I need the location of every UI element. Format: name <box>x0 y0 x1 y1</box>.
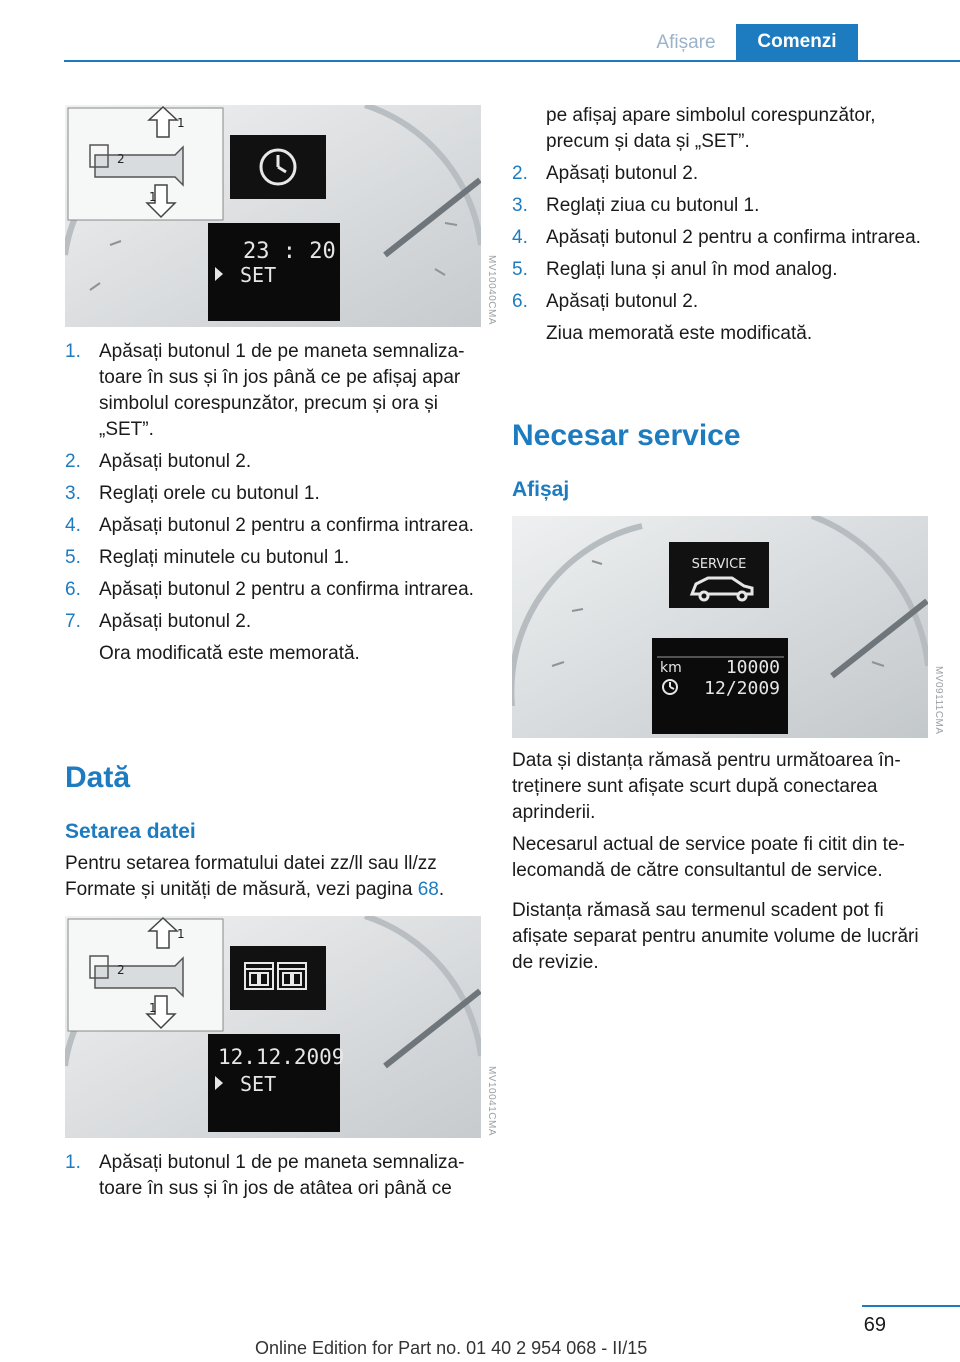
step-text: Apăsați butonul 2. <box>99 451 252 472</box>
svg-text:1: 1 <box>177 116 185 130</box>
page-number: 69 <box>863 1314 886 1336</box>
service-km: 10000 <box>725 657 780 678</box>
service-label: SERVICE <box>691 557 747 572</box>
figure-date-setting <box>65 916 481 1138</box>
intro-paragraph <box>65 851 481 903</box>
svg-text:1: 1 <box>177 927 185 941</box>
svg-text:2: 2 <box>117 963 125 977</box>
tab-afisare[interactable]: Afișare <box>656 32 716 53</box>
svg-text:1: 1 <box>149 190 157 204</box>
list-item <box>512 225 928 251</box>
step-number: 6. <box>65 579 81 600</box>
service-paragraphs <box>512 748 930 976</box>
step-number: 1. <box>65 1152 81 1173</box>
intro-text: Pentru setarea formatului datei zz/ll sau ll/zz Formate și unități de măsură, vezi pagina <box>65 853 437 900</box>
step-text: Apăsați butonul 1 de pe maneta semnalizatoare în sus și în jos până ce pe afișaj apar simbolul corespunzător, precum și ora și „SET”. <box>99 341 465 440</box>
step-number: 1. <box>65 341 81 362</box>
paragraph: Distanța rămasă sau termenul scadent pot fi afișate separat pentru anumite volume de lucrări de revizie. <box>512 900 919 973</box>
page-link[interactable]: 68 <box>417 879 439 900</box>
step-text: Apăsați butonul 2 pentru a confirma intrarea. <box>99 579 474 600</box>
step-text: Reglați orele cu butonul 1. <box>99 483 320 504</box>
step-number: 5. <box>512 259 528 280</box>
step-number: 6. <box>512 291 528 312</box>
step-number: 4. <box>512 227 528 248</box>
step-text: Reglați ziua cu butonul 1. <box>546 195 760 216</box>
subheading-afisaj: Afișaj <box>512 478 570 501</box>
step-text: Apăsați butonul 2 pentru a confirma intrarea. <box>99 515 474 536</box>
list-item <box>65 449 481 475</box>
right-column-date-steps <box>512 103 928 353</box>
step-number: 3. <box>512 195 528 216</box>
step-continuation: pe afișaj apare simbolul corespunzător, precum și data și „SET”. <box>546 105 876 152</box>
page-header <box>0 0 960 62</box>
step-text: Apăsați butonul 1 de pe maneta semnalizatoare în sus și în jos de atâtea ori până ce <box>99 1152 465 1199</box>
display-date: 12.12.2009 <box>218 1045 345 1069</box>
header-rule <box>64 60 960 62</box>
list-item <box>512 193 928 219</box>
list-item <box>65 545 481 571</box>
step-number: 4. <box>65 515 81 536</box>
figure-service-display <box>512 516 928 738</box>
step-number: 5. <box>65 547 81 568</box>
paragraph: Data și distanța rămasă pentru următoarea întreținere sunt afișate scurt după conectarea aprinderii. <box>512 750 901 823</box>
step-text: Apăsați butonul 2 pentru a confirma intrarea. <box>546 227 921 248</box>
step-text: Apăsați butonul 2. <box>546 291 699 312</box>
figure-code: MV09111CMA <box>933 666 944 735</box>
list-item <box>65 609 481 635</box>
list-item <box>512 289 928 315</box>
step-number: 2. <box>512 163 528 184</box>
display-set: SET <box>240 1072 277 1096</box>
display-time: 23 : 20 <box>243 239 336 264</box>
list-item <box>65 481 481 507</box>
step-text: Reglați minutele cu butonul 1. <box>99 547 350 568</box>
step-text: Apăsați butonul 2. <box>546 163 699 184</box>
step-number: 7. <box>65 611 81 632</box>
intro-end: . <box>438 879 445 900</box>
left-column-date-steps <box>65 1150 481 1208</box>
display-set: SET <box>240 263 277 287</box>
svg-text:1: 1 <box>149 1001 157 1015</box>
step-number: 2. <box>65 451 81 472</box>
list-item <box>65 339 481 443</box>
list-item <box>65 1150 481 1202</box>
unit-km: km <box>660 660 682 676</box>
list-item <box>512 257 928 283</box>
heading-data: Dată <box>65 761 131 794</box>
list-item <box>65 513 481 539</box>
list-item <box>65 577 481 603</box>
edition-text: Online Edition for Part no. 01 40 2 954 068 - II/15 <box>255 1338 648 1358</box>
step-text: Apăsați butonul 2. <box>99 611 252 632</box>
service-date: 12/2009 <box>704 678 780 699</box>
step-text: Reglați luna și anul în mod analog. <box>546 259 838 280</box>
figure-time-setting <box>65 105 481 327</box>
paragraph: Necesarul actual de service poate fi citit din telecomandă de către consultantul de service. <box>512 834 905 881</box>
heading-necesar-service: Necesar service <box>512 419 741 452</box>
tab-comenzi[interactable]: Comenzi <box>736 24 858 60</box>
step-number: 3. <box>65 483 81 504</box>
list-item <box>512 161 928 187</box>
figure-code: MV10040CMA <box>486 255 497 326</box>
svg-text:2: 2 <box>117 152 125 166</box>
figure-code: MV10041CMA <box>486 1066 497 1137</box>
footer-rule <box>862 1305 960 1307</box>
step-result-note: Ora modificată este memorată. <box>99 643 360 664</box>
step-result-note: Ziua memorată este modificată. <box>546 323 813 344</box>
subheading-setarea-datei: Setarea datei <box>65 820 196 843</box>
left-column-time-steps <box>65 339 481 673</box>
